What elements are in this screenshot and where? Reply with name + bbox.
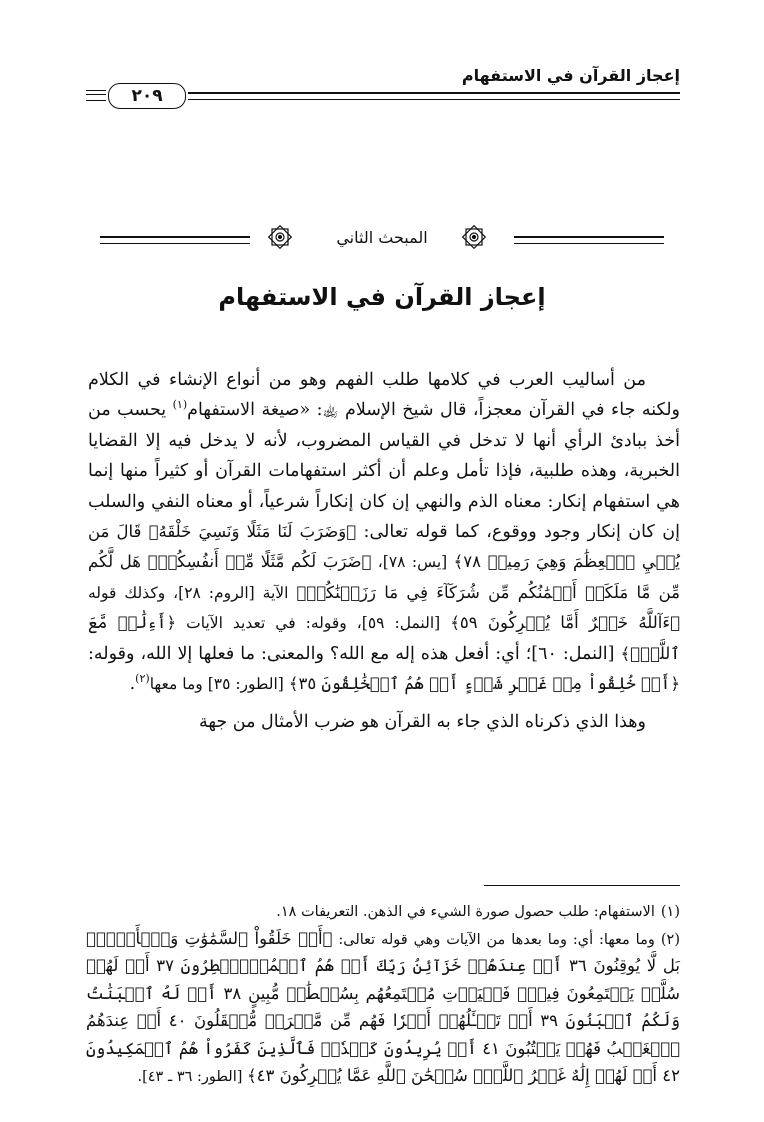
ornament-rule-right xyxy=(514,236,664,244)
text-run: يحسب من أخذ ببادئ الرأي أنها لا تدخل في القياس المضروب، لأنه لا يدخل فيه إلا القضايا الخبرية، وهذه طلبية، فإذا تأمل وعلم أن أكثر استفهامات القرآن أو كثيراً منها إنما هي استفهام إنكار: معناه الذم والنهي إن كان إنكاراً شرعياً، أو معناه النفي والسلب إن كان إنكار وجود ووقوع، كما قوله تعالى: xyxy=(88,400,680,543)
text-run: [النمل: ٦٠]؛ أي: أفعل هذه إله مع الله؟ والمعنى: ما فعلها إلا الله، وقوله: xyxy=(88,643,621,664)
footnote xyxy=(86,900,680,926)
footnote-number: (١) xyxy=(660,904,680,920)
quran-verse: ﴿أَمۡ خُلِقُواْ مِنۡ غَيۡرِ شَيۡءٍ أَمۡ هُمُ ٱلۡخَٰلِقُونَ ٣٥﴾ xyxy=(288,674,680,694)
footnote-ref[interactable]: (١) xyxy=(172,398,188,412)
footnote-text: وما معها: أي: وما بعدها من الآيات وهي قوله تعالى: xyxy=(332,931,655,948)
body-text xyxy=(88,365,680,738)
quran-verse: ﴿وَضَرَبَ لَنَا مَثَلًا وَنَسِيَ خَلْقَهُۥ قَالَ مَن يُحۡيِ ٱلۡعِظَٰمَ وَهِيَ رَمِيمٞ ٧٨﴾ xyxy=(88,522,680,572)
paragraph: وهذا الذي ذكرناه الذي جاء به القرآن هو ضرب الأمثال من جهة xyxy=(198,712,646,733)
footnote xyxy=(86,926,680,1091)
quran-verse: ﴿ءَآللَّهُ خَيۡرٌ أَمَّا يُشۡرِكُونَ ٥٩﴾ xyxy=(450,613,681,633)
running-title: إعجاز القرآن في الاستفهام xyxy=(461,66,680,85)
header-rule xyxy=(188,92,680,100)
verse-reference: [النمل: ٥٩]، وقوله: في تعديد الآيات xyxy=(176,614,451,633)
footnote-number: (٢) xyxy=(660,931,681,948)
ornament-rule-left xyxy=(100,236,250,244)
page-number: ٢٠٩ xyxy=(131,86,163,106)
quran-verse: ﴿ضَرَبَ لَكُم مَّثَلًا مِّنۡ أَنفُسِكُمۡۖ هَل لَّكُم مِّن مَّا مَلَكَتۡ أَيۡمَٰنُكُم مِّن شُرَكَآءَ فِي مَا رَزَقۡنَٰكُمۡ﴾ xyxy=(88,552,681,602)
verse-reference: الآية [الروم: ٢٨]، وكذلك قوله xyxy=(88,583,297,602)
page-header xyxy=(86,58,680,108)
header-dash-ornament xyxy=(86,90,106,101)
page-number-frame xyxy=(108,83,186,109)
verse-reference: [الطور: ٣٥] وما معها xyxy=(149,675,289,694)
flower-ornament-icon xyxy=(265,222,295,252)
text-run: من أساليب العرب في كلامها طلب الفهم وهو من أنواع الإنشاء في الكلام ولكنه جاء في القرآن معجزاً، قال شيخ الإسلام ﵀: «صيغة الاستفهام xyxy=(88,370,680,421)
quran-verse: ﴿أَءِلَٰهٞ مَّعَ ٱللَّهِۚ﴾ xyxy=(88,613,680,663)
verse-reference: [الطور: ٣٦ ـ ٤٣]. xyxy=(137,1069,247,1085)
footnote-separator xyxy=(484,885,680,886)
footnote-ref[interactable]: (٢) xyxy=(135,672,150,686)
text-run: . xyxy=(129,674,136,695)
section-ornament xyxy=(100,218,664,262)
quran-verse: ﴿أَمۡ خَلَقُواْ ٱلسَّمَٰوَٰتِ وَٱلۡأَرۡضَۚ بَل لَّا يُوقِنُونَ ٣٦ أَمۡ عِندَهُمۡ خَزَآئِنُ رَبِّكَ أَمۡ هُمُ ٱلۡمُصَۣيۡطِرُونَ ٣٧ أَمۡ لَهُمۡ سُلَّمٞ يَسۡتَمِعُونَ فِيهِۖ فَلۡيَأۡتِ مُسۡتَمِعُهُم بِسُلۡطَٰنٖ مُّبِينٍ ٣٨ أَمۡ لَهُ ٱلۡبَنَٰتُ وَلَكُمُ ٱلۡبَنُونَ ٣٩ أَمۡ تَسۡـَٔلُهُمۡ أَجۡرٗا فَهُم مِّن مَّغۡرَمٖ مُّثۡقَلُونَ ٤٠ أَمۡ عِندَهُمُ ٱلۡغَيۡبُ فَهُمۡ يَكۡتُبُونَ ٤١ أَمۡ يُرِيدُونَ كَيۡدٗاۖ فَٱلَّذِينَ كَفَرُواْ هُمُ ٱلۡمَكِيدُونَ ٤٢ أَمۡ لَهُمۡ إِلَٰهٌ غَيۡرُ ٱللَّهِۚ سُبۡحَٰنَ ٱللَّهِ عَمَّا يُشۡرِكُونَ ٤٣﴾ xyxy=(86,928,681,1085)
section-label: المبحث الثاني xyxy=(336,228,428,247)
chapter-title: إعجاز القرآن في الاستفهام xyxy=(218,283,546,311)
paragraph xyxy=(88,365,680,699)
verse-reference: [يس: ٧٨]، xyxy=(371,553,454,572)
footnotes xyxy=(86,900,680,1091)
footnote-text: الاستفهام: طلب حصول صورة الشيء في الذهن. التعريفات ١٨. xyxy=(276,904,655,920)
